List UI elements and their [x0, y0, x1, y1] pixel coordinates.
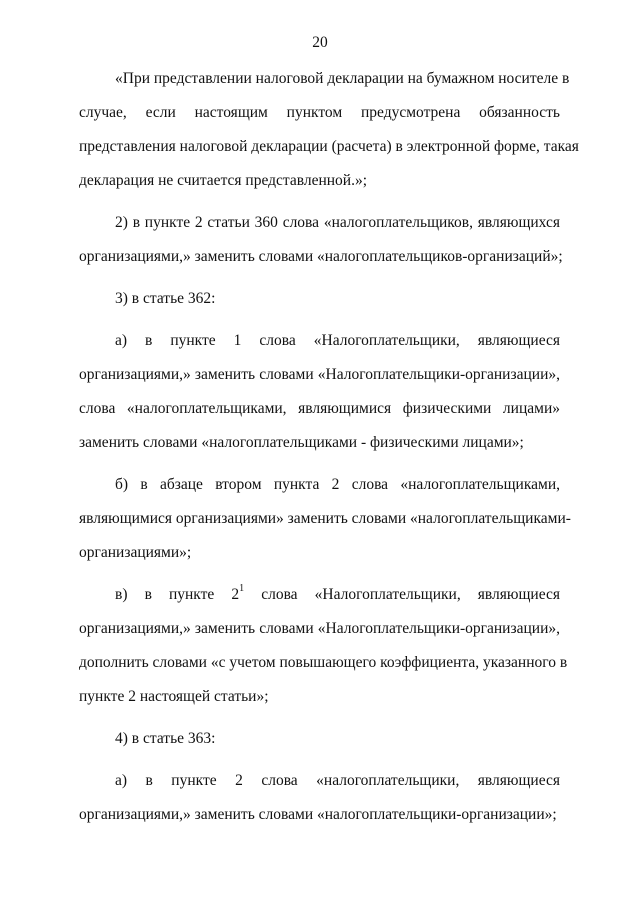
text-fragment: слова «Налогоплательщики, являющиеся	[244, 586, 560, 603]
page-number: 20	[312, 34, 328, 51]
text-line: дополнить словами «с учетом повышающего коэффициента, указанного в	[79, 654, 568, 671]
text-line: заменить словами «налогоплательщиками - физическими лицами»;	[79, 434, 524, 451]
text-line: 3) в статье 362:	[115, 290, 216, 307]
text-line	[79, 578, 560, 612]
paragraph-2	[79, 206, 563, 274]
text-line: случае, если настоящим пунктом предусмотрена обязанность	[79, 104, 560, 121]
text-line: а) в пункте 1 слова «Налогоплательщики, являющиеся	[115, 332, 560, 349]
text-line: организациями,» заменить словами «налогоплательщиков-организаций»;	[79, 248, 563, 265]
text-fragment: в) в пункте 2	[115, 586, 240, 603]
text-line: представления налоговой декларации (расчета) в электронной форме, такая	[79, 138, 579, 155]
paragraph-1	[79, 62, 579, 198]
paragraph-3	[79, 282, 560, 316]
text-line: пункте 2 настоящей статьи»;	[79, 688, 269, 705]
text-line: организациями,» заменить словами «Налогоплательщики-организации»,	[79, 366, 560, 383]
text-line: 2) в пункте 2 статьи 360 слова «налогоплательщиков, являющихся	[115, 214, 560, 231]
paragraph-4	[79, 324, 560, 460]
text-line: организациями»;	[79, 544, 192, 561]
text-line: организациями,» заменить словами «налогоплательщики-организации»;	[79, 806, 557, 823]
text-line: «При представлении налоговой декларации на бумажном носителе в	[115, 70, 570, 87]
paragraph-8	[79, 764, 560, 832]
text-line: а) в пункте 2 слова «налогоплательщики, являющиеся	[115, 772, 560, 789]
text-line: слова «налогоплательщиками, являющимися физическими лицами»	[79, 400, 560, 417]
text-line: декларация не считается представленной.»;	[79, 172, 368, 189]
superscript: 1	[239, 582, 245, 594]
text-line: б) в абзаце втором пункта 2 слова «налогоплательщиками,	[115, 476, 560, 493]
paragraph-5	[79, 468, 571, 570]
text-line: 4) в статье 363:	[115, 730, 216, 747]
paragraph-6	[79, 578, 568, 714]
document-body	[79, 62, 579, 832]
paragraph-7	[79, 722, 560, 756]
text-line: являющимися организациями» заменить словами «налогоплательщиками-	[79, 510, 571, 527]
text-line: организациями,» заменить словами «Налогоплательщики-организации»,	[79, 620, 560, 637]
